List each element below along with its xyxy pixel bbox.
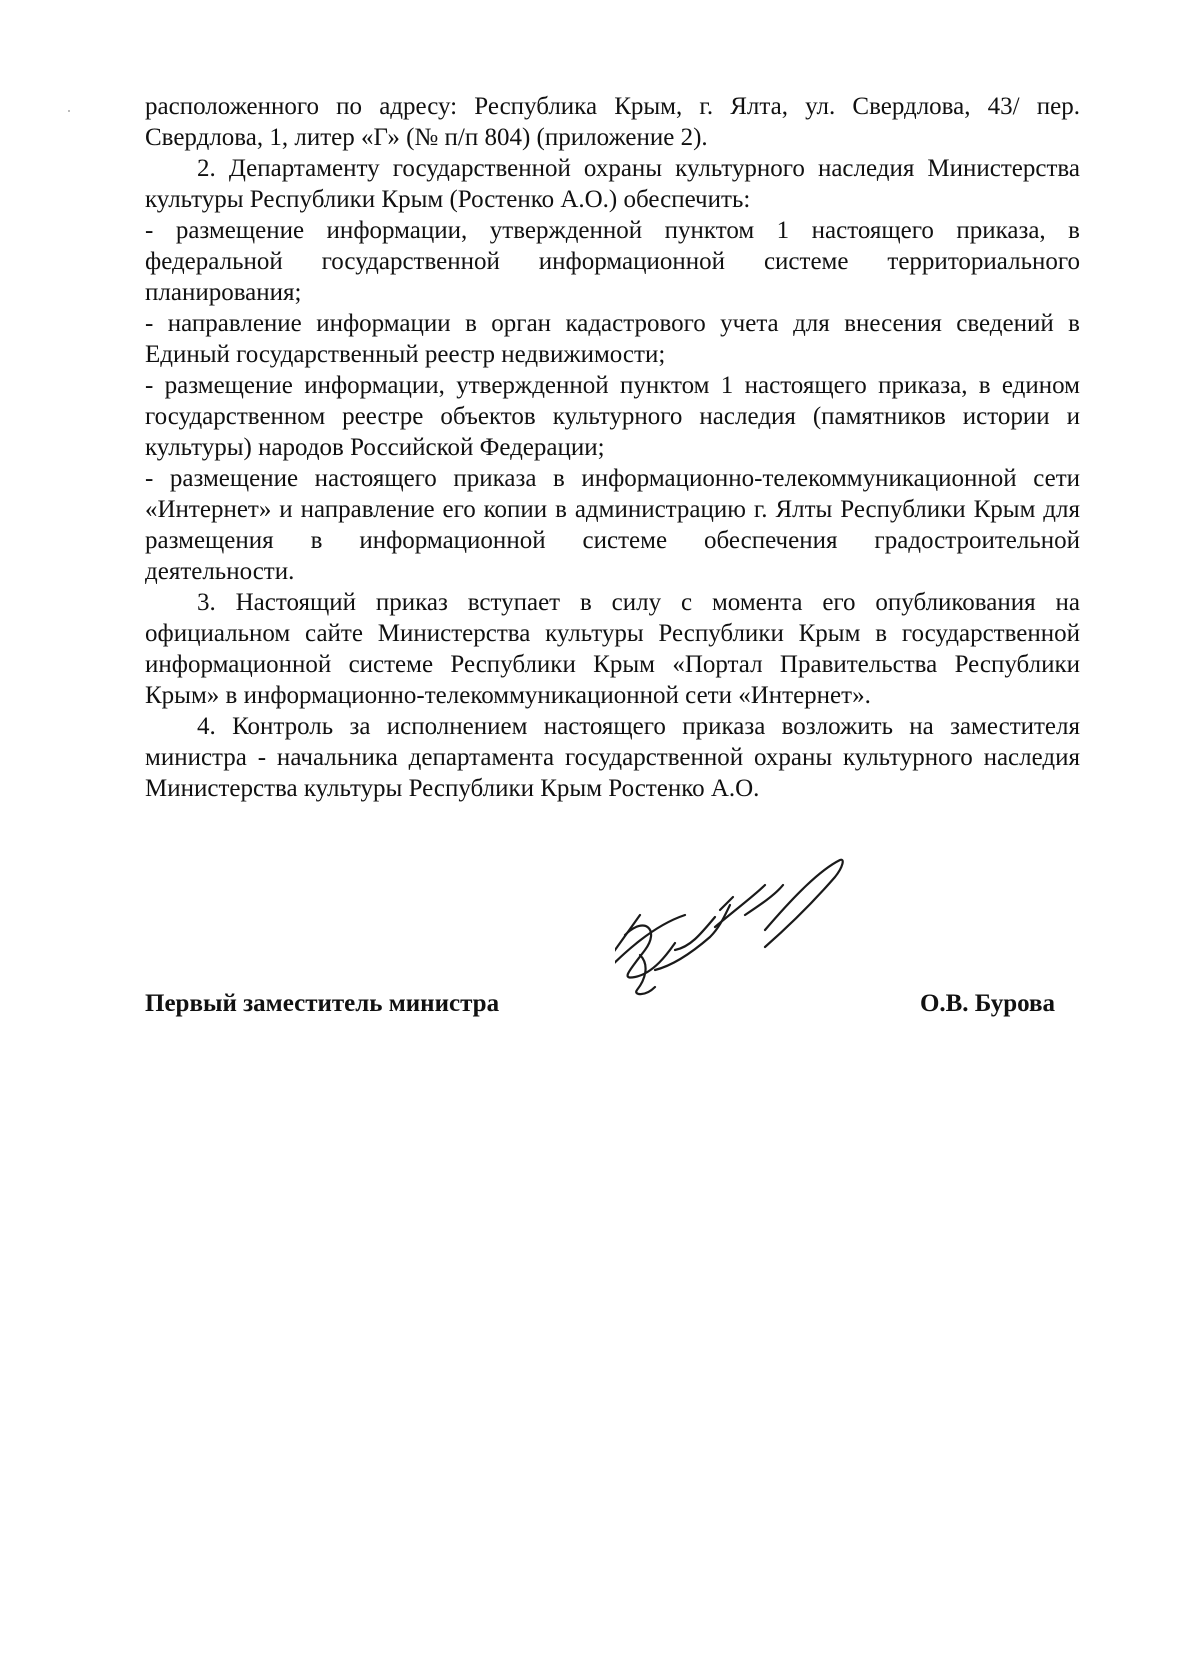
paragraph-item-2: 2. Департаменту государственной охраны культурного наследия Министерства культуры Республики Крым (Ростенко А.О.) обеспечить: [145,155,1080,213]
scan-artifact [68,110,70,112]
paragraph-address: расположенного по адресу: Республика Крым, г. Ялта, ул. Свердлова, 43/ пер. Свердлова, 1, литер «Г» (№ п/п 804) (приложение 2). [145,93,1080,151]
bullet-internet-publication: - размещение настоящего приказа в информационно-телекоммуникационной сети «Интернет» и направление его копии в администрацию г. Ялты Республики Крым для размещения в информационной системе обеспечения градостроительной деятельности. [145,465,1080,585]
bullet-federal-system: - размещение информации, утвержденной пунктом 1 настоящего приказа, в федеральной государственной информационной системе территориального планирования; [145,217,1080,306]
paragraph-item-3: 3. Настоящий приказ вступает в силу с момента его опубликования на официальном сайте Министерства культуры Республики Крым в государственной информационной системе Республики Крым «Портал Правительства Республики Крым» в информационно-телекоммуникационной сети «Интернет». [145,589,1080,709]
document-body [145,91,1080,804]
signatory-title: Первый заместитель министра [145,990,500,1017]
handwritten-signature [615,855,895,1045]
paragraph-item-4: 4. Контроль за исполнением настоящего приказа возложить на заместителя министра - начальника департамента государственной охраны культурного наследия Министерства культуры Республики Крым Ростенко А.О. [145,713,1080,802]
signatory-name: О.В. Бурова [919,990,1055,1017]
bullet-cadastral: - направление информации в орган кадастрового учета для внесения сведений в Единый государственный реестр недвижимости; [145,310,1080,368]
bullet-heritage-registry: - размещение информации, утвержденной пунктом 1 настоящего приказа, в едином государственном реестре объектов культурного наследия (памятников истории и культуры) народов Российской Федерации; [145,372,1080,461]
